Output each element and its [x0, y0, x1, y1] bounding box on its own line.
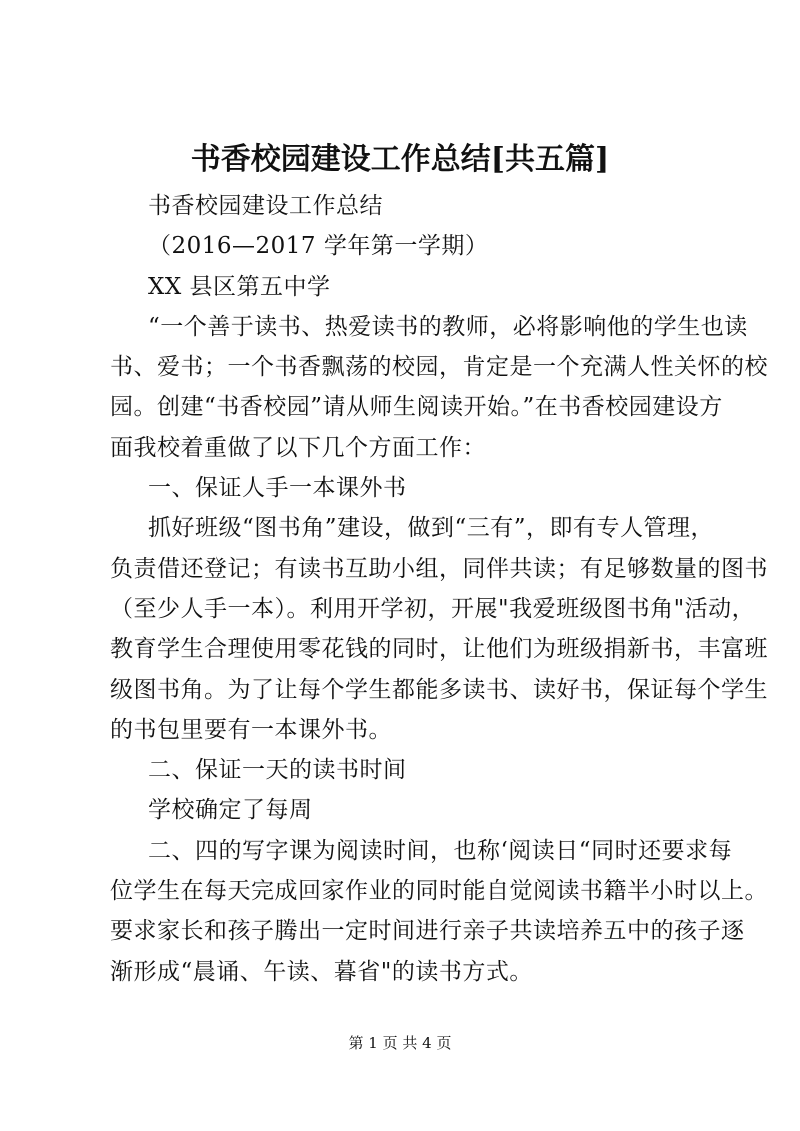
section-heading: 二、保证一天的读书时间 — [148, 757, 407, 784]
section-heading: 一、保证人手一本课外书 — [148, 475, 407, 502]
document-title: 书香校园建设工作总结[共五篇] — [190, 142, 610, 177]
paragraph-line: 书、爱书；一个书香飘荡的校园，肯定是一个充满人性关怀的校 — [110, 354, 768, 381]
paragraph-line: 要求家长和孩子腾出一定时间进行亲子共读培养五中的孩子逐 — [110, 918, 745, 945]
paragraph-line: 渐形成“晨诵、午读、暮省"的读书方式。 — [110, 958, 533, 985]
subtitle-line: 书香校园建设工作总结 — [148, 193, 383, 219]
paragraph-line: 教育学生合理使用零花钱的同时，让他们为班级捐新书，丰富班 — [110, 636, 768, 663]
paragraph-line: 园。创建“书香校园”请从师生阅读开始。”在书香校园建设方 — [110, 394, 723, 421]
paragraph-line: “一个善于读书、热爱读书的教师，必将影响他的学生也读 — [148, 313, 748, 340]
paragraph-line: 学校确定了每周 — [148, 797, 313, 824]
document-body — [110, 186, 768, 992]
paragraph-line: 级图书角。为了让每个学生都能多读书、读好书，保证每个学生 — [110, 676, 768, 703]
paragraph-line: 面我校着重做了以下几个方面工作： — [110, 434, 486, 461]
page-footer: 第 1 页 共 4 页 — [348, 1034, 452, 1052]
paragraph-line: 的书包里要有一本课外书。 — [110, 716, 392, 743]
school-line: XX 县区第五中学 — [148, 273, 331, 300]
paragraph-line: 负责借还登记；有读书互助小组，同伴共读；有足够数量的图书 — [110, 555, 768, 582]
paragraph-line: 位学生在每天完成回家作业的同时能自觉阅读书籍半小时以上。 — [110, 878, 768, 905]
term-line: （2016—2017 学年第一学期） — [148, 233, 489, 260]
paragraph-line: 二、四的写字课为阅读时间，也称‘阅读日“同时还要求每 — [148, 837, 733, 864]
paragraph-line: 抓好班级“图书角”建设，做到“三有”，即有专人管理， — [148, 515, 715, 542]
paragraph-line: （至少人手一本）。利用开学初，开展"我爱班级图书角"活动， — [110, 595, 756, 622]
